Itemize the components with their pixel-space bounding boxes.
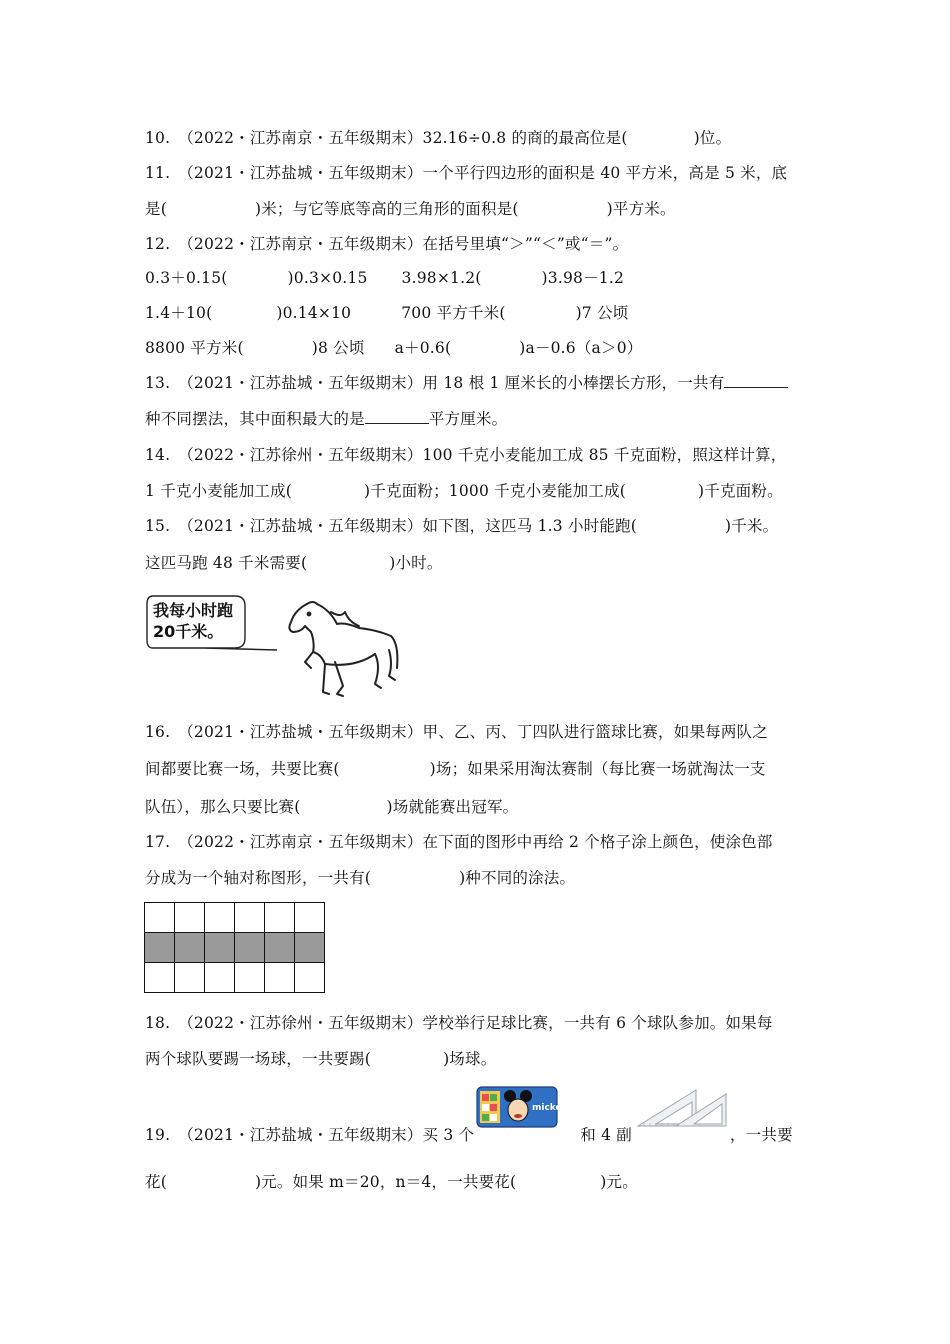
grid-cell-shaded xyxy=(235,933,265,963)
q16-text-b: )场；如果采用淘汰赛制（每比赛一场就淘汰一支 xyxy=(429,760,766,778)
q18-text-b: )场球。 xyxy=(443,1050,497,1068)
q12-r2d: )7 公顷 xyxy=(575,304,629,322)
grid-cell-shaded xyxy=(175,933,205,963)
question-16-line2 xyxy=(145,759,766,779)
q12-r3b: )8 公顷 xyxy=(311,339,365,357)
grid-cell[interactable] xyxy=(235,903,265,933)
q11-text-c: )平方米。 xyxy=(606,200,676,218)
answer-underline[interactable] xyxy=(365,409,429,424)
question-14-line2 xyxy=(145,481,783,501)
q11-text-a: 是( xyxy=(145,200,167,218)
q15-text-a: 15. （2021・江苏盐城・五年级期末）如下图，这匹马 1.3 小时能跑( xyxy=(145,517,637,535)
q17-text-a: 分成为一个轴对称图形，一共有( xyxy=(145,869,372,887)
q19-text-b: 和 4 副 xyxy=(580,1126,632,1144)
answer-underline[interactable] xyxy=(724,373,788,388)
q13-text-a: 种不同摆法，其中面积最大的是 xyxy=(145,410,365,428)
question-16-line1: 16. （2021・江苏盐城・五年级期末）甲、乙、丙、丁四队进行篮球比赛，如果每两队之 xyxy=(145,723,768,741)
q19-text-e: )元。如果 m＝20，n＝4，一共要花( xyxy=(254,1173,517,1191)
q19-text-c: ，一共要 xyxy=(729,1126,793,1144)
bubble-text-2: 20千米。 xyxy=(153,622,224,641)
question-10 xyxy=(145,128,731,148)
q10-tail: )位。 xyxy=(693,129,732,147)
question-15-line2 xyxy=(145,553,443,573)
q12-r3a: 8800 平方米( xyxy=(145,339,244,357)
q12-r2a: 1.4＋10( xyxy=(145,304,213,322)
horse-icon xyxy=(289,602,397,696)
grid-cell-shaded xyxy=(145,933,175,963)
grid-row xyxy=(145,963,325,993)
grid-cell[interactable] xyxy=(145,903,175,933)
horse-illustration xyxy=(145,592,405,702)
grid-cell-shaded xyxy=(295,933,325,963)
question-12-line1: 12. （2022・江苏南京・五年级期末）在括号里填“＞”“＜”或“＝”。 xyxy=(145,235,629,253)
q15-text-d: )小时。 xyxy=(389,554,443,572)
grid-cell[interactable] xyxy=(175,903,205,933)
question-19-line1 xyxy=(145,1125,793,1145)
q12-r1d: )3.98－1.2 xyxy=(541,269,625,287)
grid-row xyxy=(145,903,325,933)
question-11-line2 xyxy=(145,199,676,219)
bubble-text-1: 我每小时跑 xyxy=(153,601,234,620)
question-18-line2 xyxy=(145,1049,496,1069)
q19-text-a: 19. （2021・江苏盐城・五年级期末）买 3 个 xyxy=(145,1126,475,1144)
q19-text-f: )元。 xyxy=(600,1173,638,1191)
q12-r2b: )0.14×10 xyxy=(276,304,352,322)
question-12-row1 xyxy=(145,268,624,288)
q14-text-b: )千克面粉；1000 千克小麦能加工成( xyxy=(364,482,627,500)
question-12-row2 xyxy=(145,303,628,323)
coloring-grid xyxy=(144,902,325,993)
horse-figure xyxy=(145,592,405,706)
q12-r1c: 3.98×1.2( xyxy=(401,269,482,287)
q15-text-c: 这匹马跑 48 千米需要( xyxy=(145,554,308,572)
q10-text: 10. （2022・江苏南京・五年级期末）32.16÷0.8 的商的最高位是( xyxy=(145,129,628,147)
grid-cell[interactable] xyxy=(295,903,325,933)
q14-text-c: )千克面粉。 xyxy=(698,482,783,500)
question-13-line2 xyxy=(145,409,507,429)
grid-cell[interactable] xyxy=(145,963,175,993)
q16-text-c: 队伍），那么只要比赛( xyxy=(145,798,301,816)
q12-r1a: 0.3＋0.15( xyxy=(145,269,228,287)
question-17-line2 xyxy=(145,868,575,888)
question-12-row3 xyxy=(145,338,642,358)
pencil-box-icon xyxy=(476,1084,568,1130)
q16-text-d: )场就能赛出冠军。 xyxy=(386,798,519,816)
q12-r3d: )a－0.6（a＞0） xyxy=(519,339,643,357)
grid-cell[interactable] xyxy=(205,903,235,933)
grid-cell[interactable] xyxy=(175,963,205,993)
grid-cell[interactable] xyxy=(295,963,325,993)
question-15-line1 xyxy=(145,516,778,536)
box-label: mickey xyxy=(532,1103,568,1113)
q16-text-a: 间都要比赛一场，共要比赛( xyxy=(145,760,340,778)
q13-text: 13. （2021・江苏盐城・五年级期末）用 18 根 1 厘米长的小棒摆长方形，一共有 xyxy=(145,374,725,392)
q13-text-b: 平方厘米。 xyxy=(428,410,508,428)
grid-cell[interactable] xyxy=(235,963,265,993)
question-16-line3 xyxy=(145,797,518,817)
grid-cell[interactable] xyxy=(205,963,235,993)
q12-r2c: 700 平方千米( xyxy=(401,304,506,322)
q15-text-b: )千米。 xyxy=(725,517,779,535)
q17-text-b: )种不同的涂法。 xyxy=(459,869,576,887)
question-13-line1 xyxy=(145,373,788,393)
grid-cell-shaded xyxy=(265,933,295,963)
question-14-line1: 14. （2022・江苏徐州・五年级期末）100 千克小麦能加工成 85 千克面粉，照这样计算， xyxy=(145,446,787,464)
q12-r1b: )0.3×0.15 xyxy=(287,269,368,287)
q12-r3c: a＋0.6( xyxy=(394,339,452,357)
question-17-line1: 17. （2022・江苏南京・五年级期末）在下面的图形中再给 2 个格子涂上颜色，使涂色部 xyxy=(145,833,773,851)
triangle-ruler-icon xyxy=(636,1086,728,1130)
grid-cell[interactable] xyxy=(265,903,295,933)
question-11-line1: 11. （2021・江苏盐城・五年级期末）一个平行四边形的面积是 40 平方米，高是 5 米，底 xyxy=(145,164,788,182)
question-18-line1: 18. （2022・江苏徐州・五年级期末）学校举行足球比赛，一共有 6 个球队参加。如果每 xyxy=(145,1014,773,1032)
q19-text-d: 花( xyxy=(145,1173,167,1191)
q14-text-a: 1 千克小麦能加工成( xyxy=(145,482,293,500)
grid-cell[interactable] xyxy=(265,963,295,993)
q18-text-a: 两个球队要踢一场球，一共要踢( xyxy=(145,1050,372,1068)
q11-text-b: )米；与它等底等高的三角形的面积是( xyxy=(254,200,519,218)
question-19-line2 xyxy=(145,1172,638,1192)
grid-row-shaded xyxy=(145,933,325,963)
grid-cell-shaded xyxy=(205,933,235,963)
